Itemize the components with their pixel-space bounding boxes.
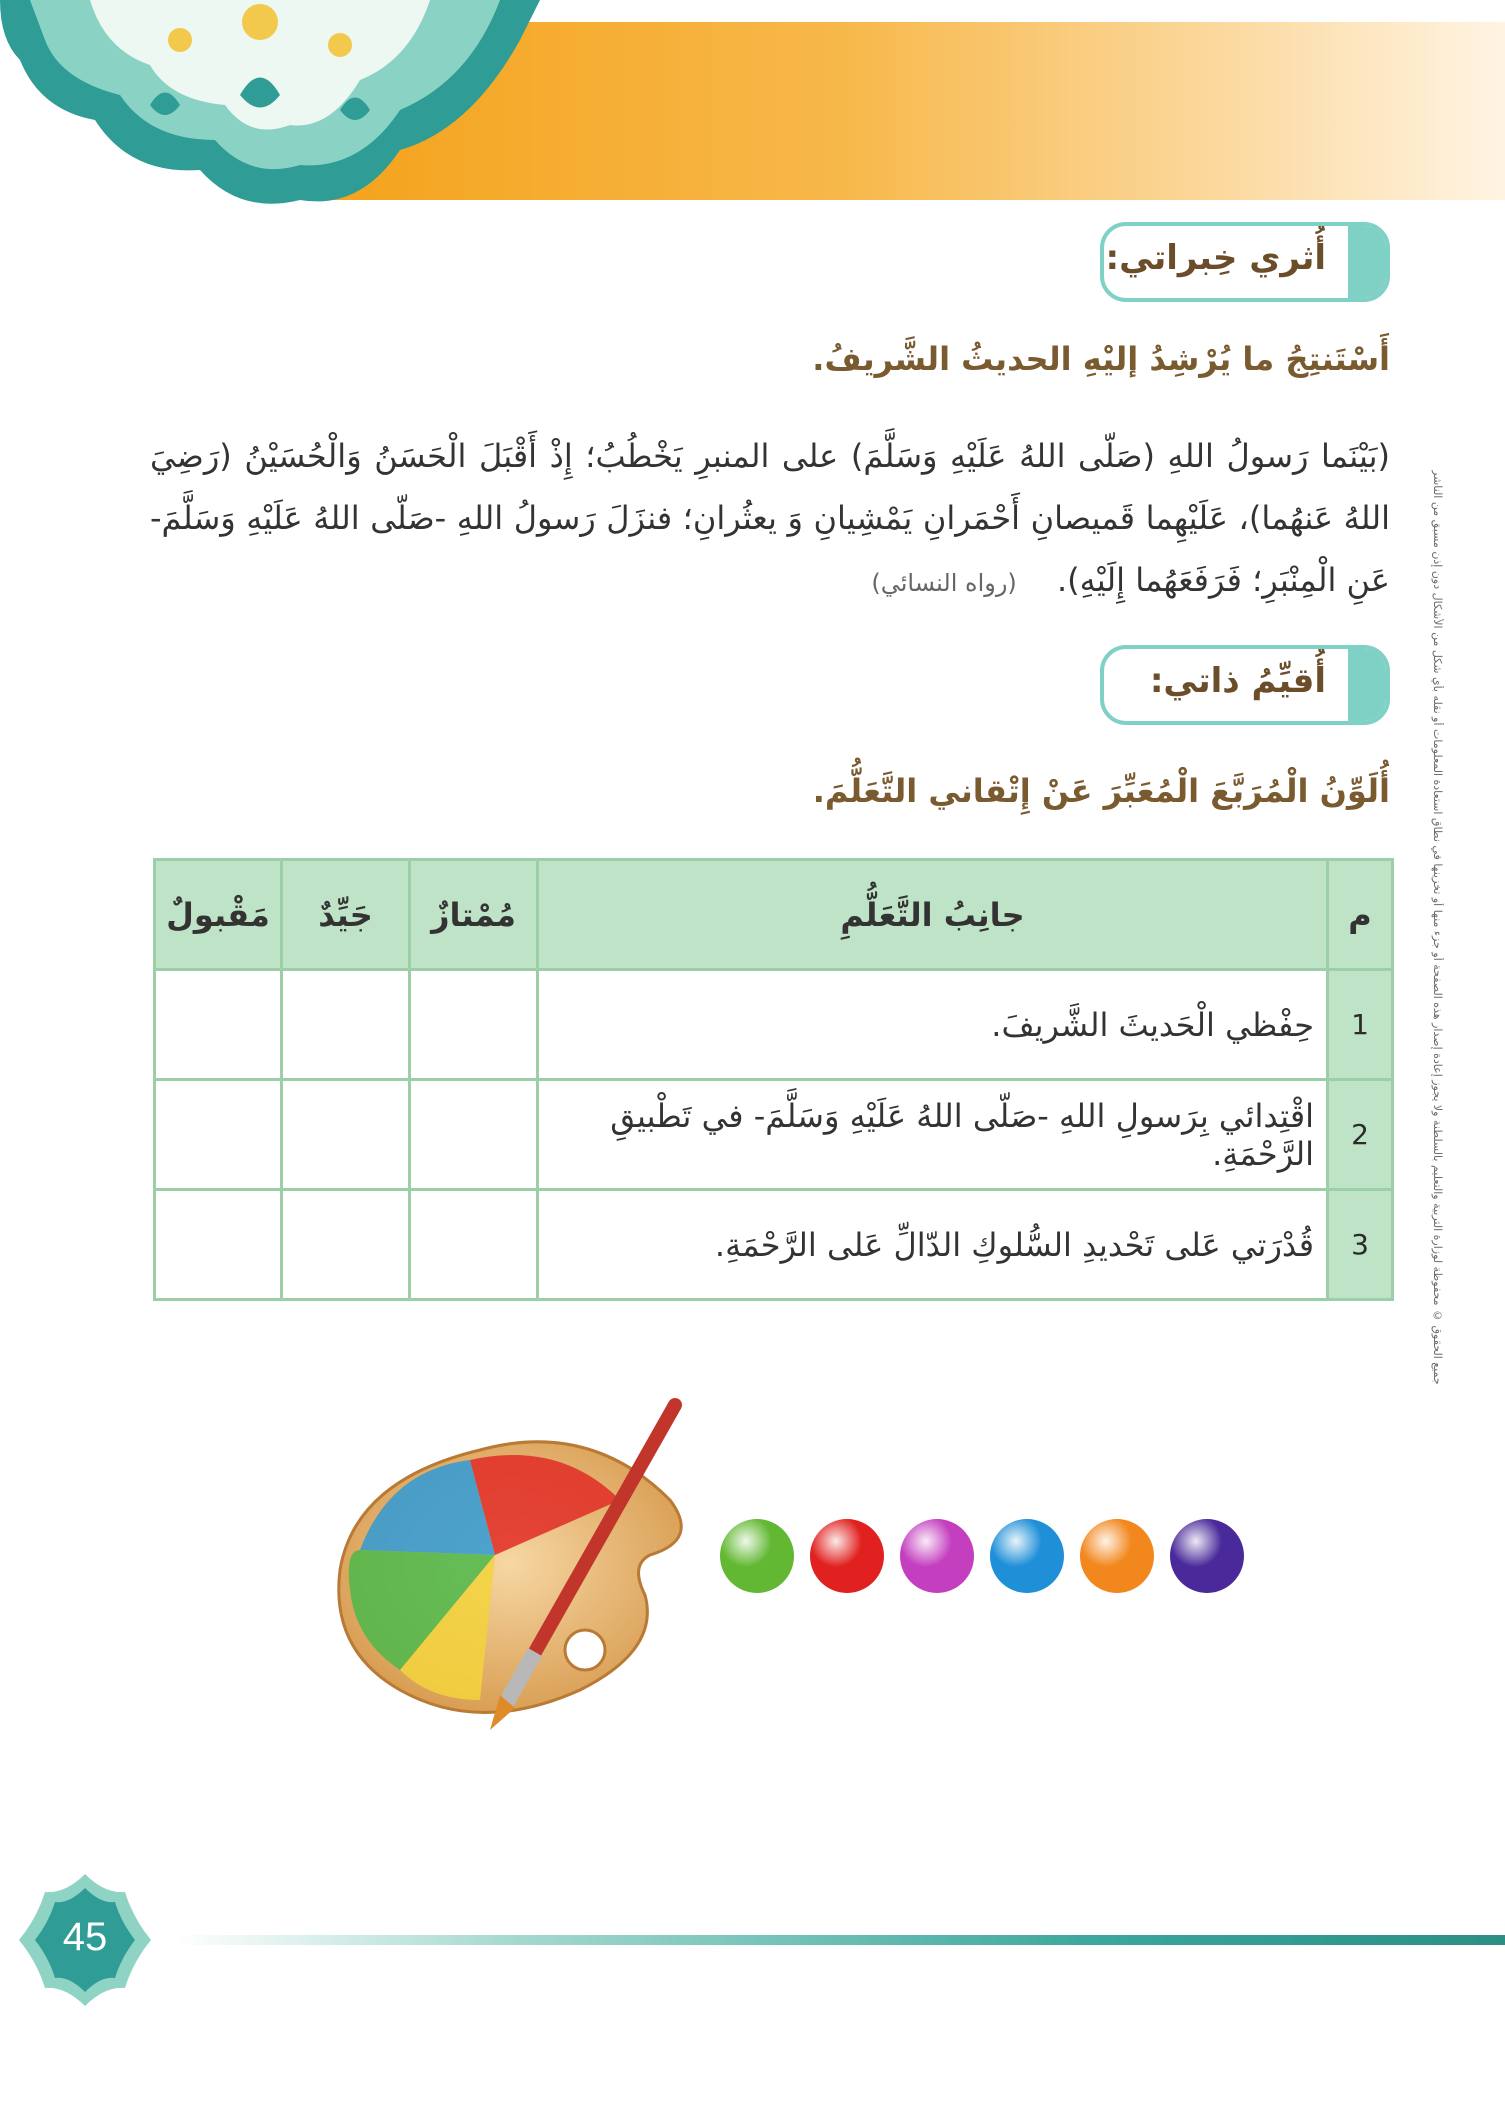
rating-cell-good[interactable] <box>282 970 410 1080</box>
rating-cell-excellent[interactable] <box>410 1080 538 1190</box>
header-excellent: مُمْتازٌ <box>410 860 538 970</box>
instruction-deduce: أَسْتَنتِجُ ما يُرْشِدُ إليْهِ الحديثُ الشَّريفُ. <box>812 340 1390 378</box>
paint-palette-icon <box>330 1390 700 1740</box>
section-title-enrich <box>1100 222 1390 302</box>
section-tab <box>1348 649 1386 721</box>
section-tab <box>1348 226 1386 298</box>
copyright-note: جميع الحقوق © محفوظة لوزارة التربية والتعليم بالسلطنة ولا يجوز إعادة إصدار هذه الصفحة أو جزء منها أو تخزينها في نطاق استعادة المعلومات أو نقله بأي شكل من الأشكال دون إذن مسبق من الناشر <box>1431 470 1444 1385</box>
section-title-self-assess <box>1100 645 1390 725</box>
table-row <box>155 1190 1393 1300</box>
row-number: 3 <box>1328 1190 1393 1300</box>
page-number: 45 <box>62 1915 108 1959</box>
row-number: 1 <box>1328 970 1393 1080</box>
rating-cell-acceptable[interactable] <box>155 970 282 1080</box>
header-acceptable: مَقْبولٌ <box>155 860 282 970</box>
row-aspect: حِفْظي الْحَديثَ الشَّريفَ. <box>538 970 1328 1080</box>
color-balls-icon <box>717 1515 1257 1597</box>
table-row <box>155 970 1393 1080</box>
rating-cell-acceptable[interactable] <box>155 1190 282 1300</box>
header-aspect: جانِبُ التَّعَلُّمِ <box>538 860 1328 970</box>
row-aspect: اقْتِدائي بِرَسولِ اللهِ -صَلّى اللهُ عَلَيْهِ وَسَلَّمَ- في تَطْبيقِ الرَّحْمَةِ. <box>538 1080 1328 1190</box>
section-title-text: أُقيِّمُ ذاتي: <box>1149 661 1326 701</box>
table-row <box>155 1080 1393 1190</box>
table-header-row <box>155 860 1393 970</box>
row-number: 2 <box>1328 1080 1393 1190</box>
header-num: م <box>1328 860 1393 970</box>
hadith-body: (بَيْنَما رَسولُ اللهِ (صَلّى اللهُ عَلَيْهِ وَسَلَّمَ) على المنبرِ يَخْطُبُ؛ إِذْ أَقْبَلَ الْحَسَنُ وَالْحُسَيْنُ (رَضِيَ اللهُ عَنهُما)، عَلَيْهِما قَميصانِ أَحْمَرانِ يَمْشِيانِ وَ يعثُرانِ؛ فنزَلَ رَسولُ اللهِ -صَلّى اللهُ عَلَيْهِ وَسَلَّمَ- عَنِ الْمِنْبَرِ؛ فَرَفَعَهُما إِلَيْهِ). <box>150 437 1390 599</box>
row-aspect: قُدْرَتي عَلى تَحْديدِ السُّلوكِ الدّالِّ عَلى الرَّحْمَةِ. <box>538 1190 1328 1300</box>
rating-cell-excellent[interactable] <box>410 1190 538 1300</box>
hadith-text <box>150 425 1390 614</box>
islamic-ornament-icon <box>0 0 540 215</box>
footer-line <box>175 1935 1505 1945</box>
hadith-source: (رواه النسائي) <box>871 569 1017 597</box>
section-title-text: أُثري خِبراتي: <box>1105 238 1326 278</box>
rating-cell-acceptable[interactable] <box>155 1080 282 1190</box>
instruction-color: أُلَوِّنُ الْمُرَبَّعَ الْمُعَبِّرَ عَنْ إِتْقاني التَّعَلُّمَ. <box>812 772 1390 810</box>
self-assessment-table <box>153 858 1394 1301</box>
header-good: جَيِّدٌ <box>282 860 410 970</box>
rating-cell-excellent[interactable] <box>410 970 538 1080</box>
rating-cell-good[interactable] <box>282 1190 410 1300</box>
rating-cell-good[interactable] <box>282 1080 410 1190</box>
